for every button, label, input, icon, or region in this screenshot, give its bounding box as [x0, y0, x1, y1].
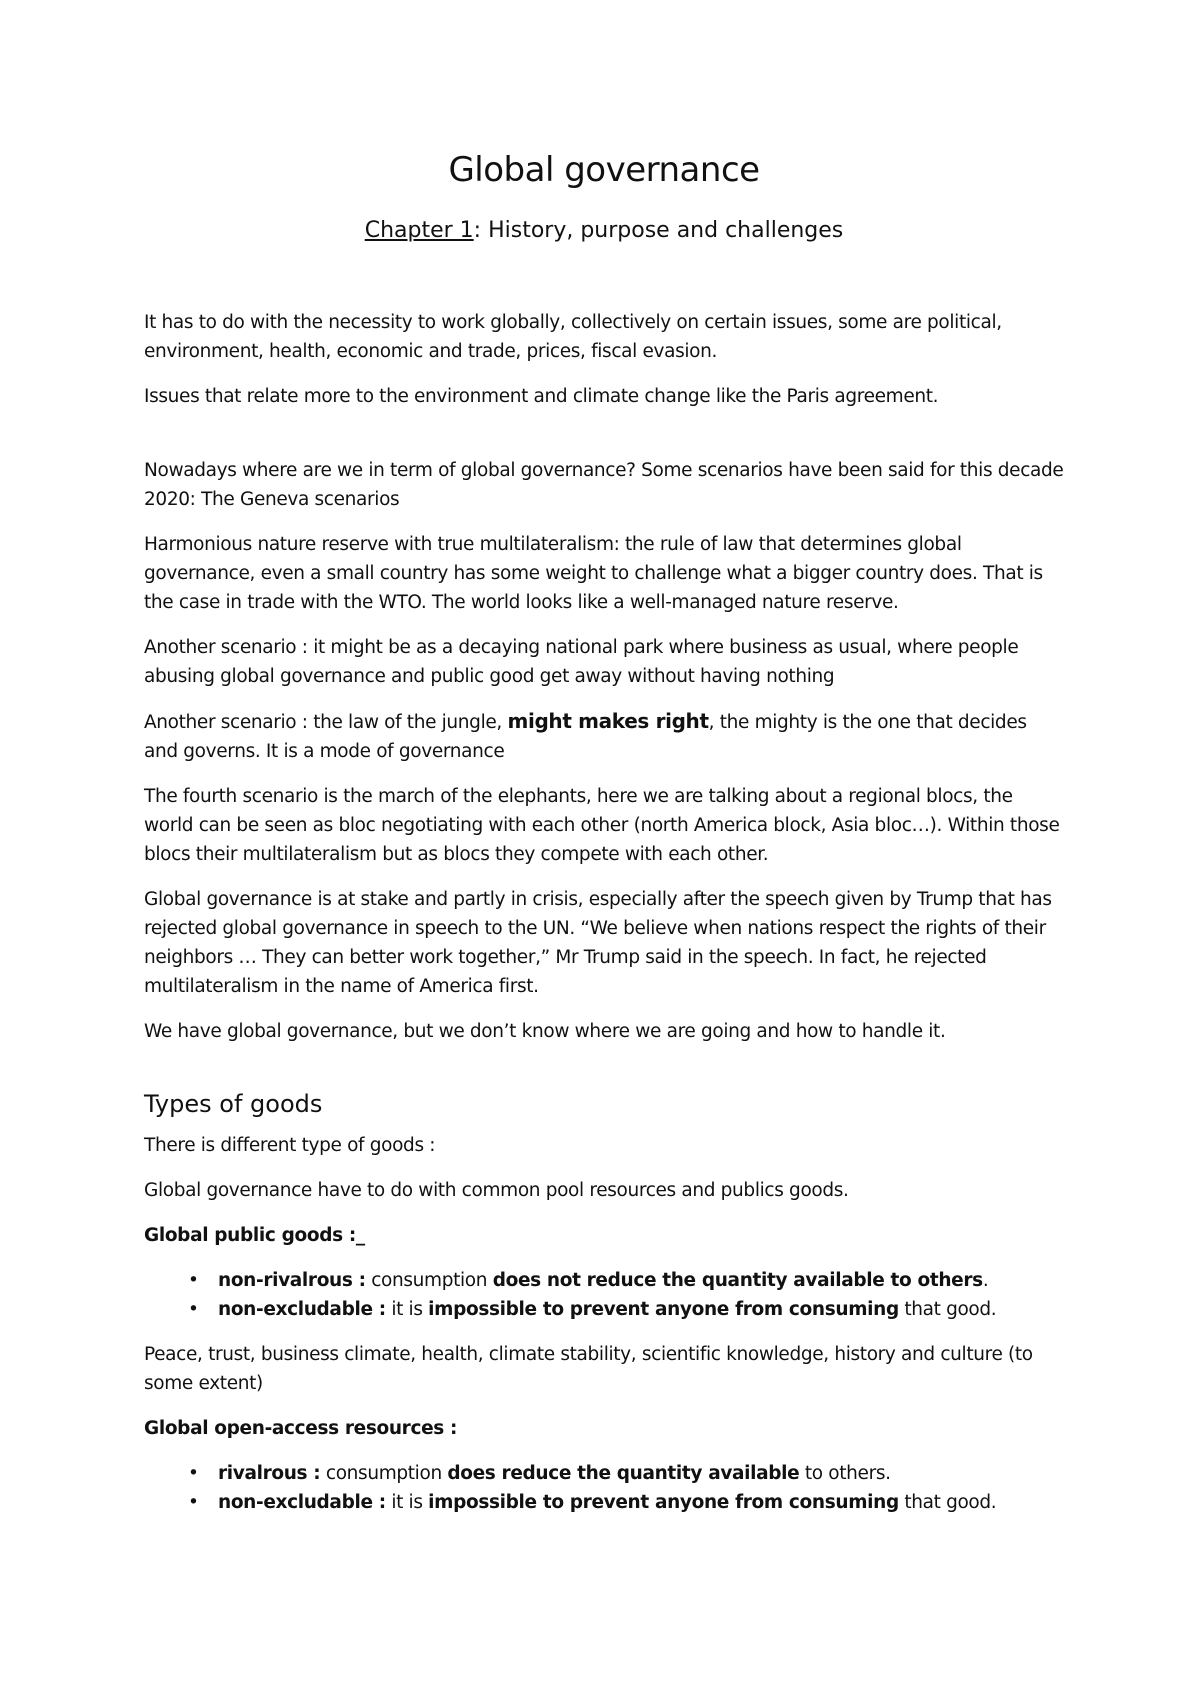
goods-paragraph-2: Global governance have to do with common pool resources and publics goods.: [144, 1180, 849, 1201]
scenarios-paragraph-3: Another scenario : it might be as a decaying national park where business as usual, where people abusing global governance and public good get away without having nothing: [144, 637, 1019, 687]
document-title: Global governance: [448, 150, 760, 190]
intro-paragraph-1: It has to do with the necessity to work globally, collectively on certain issues, some are political, environment, health, economic and trade, prices, fiscal evasion.: [144, 312, 1002, 362]
item-text: consumption: [320, 1463, 448, 1484]
item-emphasis: impossible to prevent anyone from consuming: [428, 1299, 899, 1320]
list-item: [144, 1266, 1064, 1295]
item-text-end: that good.: [898, 1299, 997, 1320]
public-goods-heading: Global public goods :_: [144, 1225, 365, 1246]
document-body: [144, 308, 1064, 1533]
bullet-icon: •: [188, 1463, 199, 1484]
scenario-4-text-a: Another scenario : the law of the jungle,: [144, 712, 508, 733]
list-item: [144, 1295, 1064, 1324]
item-text-end: that good.: [898, 1492, 997, 1513]
item-label: non-rivalrous :: [218, 1270, 366, 1291]
chapter-label: Chapter 1: [364, 218, 474, 243]
scenarios-paragraph-2: Harmonious nature reserve with true multilateralism: the rule of law that determines global governance, even a small country has some weight to challenge what a bigger country does. That is the case in trade with the WTO. The world looks like a well-managed nature reserve.: [144, 534, 1043, 613]
item-text: it is: [385, 1299, 429, 1320]
open-access-list: [144, 1459, 1064, 1517]
item-text: consumption: [365, 1270, 493, 1291]
scenarios-paragraph-5: The fourth scenario is the march of the elephants, here we are talking about a regional blocs, the world can be seen as bloc negotiating with each other (north America block, Asia bloc…). Within those blocs their multilateralism but as blocs they compete with each other.: [144, 786, 1060, 865]
item-label: non-excludable :: [218, 1492, 386, 1513]
goods-paragraph-3: Peace, trust, business climate, health, climate stability, scientific knowledge, history and culture (to some extent): [144, 1344, 1033, 1394]
item-emphasis: does not reduce the quantity available to others: [492, 1270, 983, 1291]
item-emphasis: impossible to prevent anyone from consuming: [428, 1492, 899, 1513]
item-emphasis: does reduce the quantity available: [447, 1463, 800, 1484]
list-item: [144, 1459, 1064, 1488]
bullet-icon: •: [188, 1299, 199, 1320]
item-label: non-excludable :: [218, 1299, 386, 1320]
chapter-title: : History, purpose and challenges: [473, 218, 844, 243]
public-goods-list: [144, 1266, 1064, 1324]
bullet-icon: •: [188, 1270, 199, 1291]
chapter-subtitle: [144, 218, 1064, 243]
item-text-end: to others.: [799, 1463, 891, 1484]
item-text-end: .: [982, 1270, 989, 1291]
goods-paragraph-1: There is different type of goods :: [144, 1135, 436, 1156]
scenarios-paragraph-6: Global governance is at stake and partly in crisis, especially after the speech given by Trump that has rejected global governance in speech to the UN. “We believe when nations respect the rights of their neighbors … They can better work together,” Mr Trump said in the speech. In fact, he rejected multilateralism in the name of America first.: [144, 889, 1052, 997]
bullet-icon: •: [188, 1492, 199, 1513]
scenarios-paragraph-1: Nowadays where are we in term of global governance? Some scenarios have been said for this decade 2020: The Geneva scenarios: [144, 460, 1064, 510]
scenario-4-emphasis: might makes right: [507, 709, 709, 733]
scenarios-paragraph-4: [144, 707, 1064, 766]
intro-paragraph-2: Issues that relate more to the environment and climate change like the Paris agreement.: [144, 386, 939, 407]
item-text: it is: [385, 1492, 429, 1513]
scenarios-paragraph-7: We have global governance, but we don’t know where we are going and how to handle it.: [144, 1021, 946, 1042]
blank-line: [144, 427, 1064, 456]
open-access-heading: Global open-access resources :: [144, 1418, 458, 1439]
list-item: [144, 1488, 1064, 1517]
types-of-goods-heading: Types of goods: [144, 1090, 323, 1118]
item-label: rivalrous :: [218, 1463, 321, 1484]
scenario-4-text-b: , the mighty is the one that decides and governs. It is a mode of governance: [144, 712, 1027, 762]
